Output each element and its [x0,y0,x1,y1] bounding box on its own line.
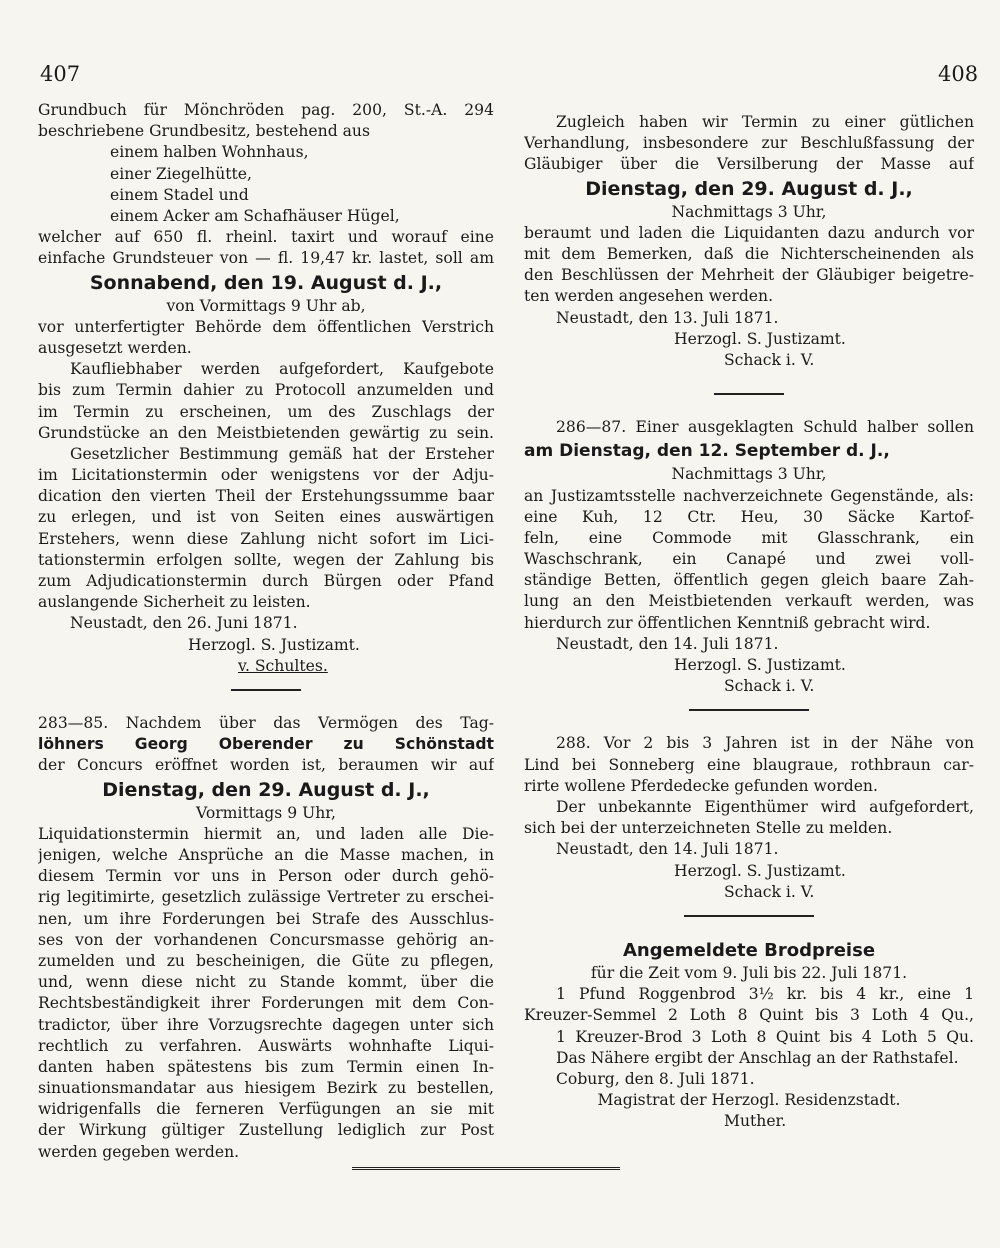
text-line: welcher auf 650 fl. rheinl. taxirt und worauf eine [38,228,494,247]
text-line: den Beschlüssen der Mehrheit der Gläubiger beigetre- [524,266,974,285]
right-column [524,112,974,1133]
settlement-date: Dienstag, den 29. August d. J., [585,177,913,200]
text-line: Kreuzer-Semmel 2 Loth 8 Quint bis 3 Loth 4 Qu., [524,1006,974,1025]
found-property-notice [524,733,974,903]
text-line: tationstermin erfolgen sollte, wegen der Zahlung bis [38,550,494,569]
text-line: tradictor, über ihre Vorzugsrechte dagegen unter sich [38,1015,494,1034]
text-line: Liquidationstermin hiermit an, und laden alle Die- [38,824,494,843]
text-line: Waschschrank, ein Canapé und zwei voll- [524,550,974,569]
text-line: dication den vierten Theil der Erstehungssumme baar [38,487,494,506]
text-line: Verhandlung, insbesondere zur Beschlußfassung der [524,134,974,153]
text-line: sinuationsmandatar aus hiesigem Bezirk zu bestellen, [38,1079,494,1098]
text-line: 1 Kreuzer-Brod 3 Loth 8 Quint bis 4 Loth 5 Qu. [556,1027,974,1046]
text-line: Gläubiger über die Versilberung der Masse auf [524,155,974,174]
text-line: Gesetzlicher Bestimmung gemäß hat der Ersteher [70,444,494,463]
property-notice [38,100,494,677]
bread-prices-period: für die Zeit vom 9. Juli bis 22. Juli 1871. [590,964,908,983]
left-page-number: 407 [40,62,81,86]
text-line: auslangende Sicherheit zu leisten. [38,593,311,612]
office-name: Herzogl. S. Justizamt. [674,656,846,675]
bread-prices-heading: Angemeldete Brodpreise [622,940,876,962]
text-line: lung an den Meistbietenden verkauft werden, was [524,592,974,611]
page-footer-rule [352,1167,620,1170]
office-name: Herzogl. S. Justizamt. [674,861,846,880]
text-line: 1 Pfund Roggenbrod 3½ kr. bis 4 kr., eine 1 [556,985,974,1004]
signature: v. Schultes. [238,656,328,675]
text-line: eine Kuh, 12 Ctr. Heu, 30 Säcke Kartof- [524,507,974,526]
text-line: vor unterfertigter Behörde dem öffentlichen Verstrich [38,317,494,336]
text-line: 288. Vor 2 bis 3 Jahren ist in der Nähe von [556,734,974,753]
signature: Schack i. V. [724,882,815,901]
place-date: Coburg, den 8. Juli 1871. [556,1070,755,1089]
text-line: einem Acker am Schafhäuser Hügel, [110,207,400,225]
liquidation-date: Dienstag, den 29. August d. J., [102,778,430,801]
sale-date: am Dienstag, den 12. September d. J., [524,441,890,462]
text-line: der Wirkung gültiger Zustellung lediglich zur Post [38,1121,494,1140]
text-line: und, wenn diese nicht zu Stande kommt, über die [38,973,494,992]
settlement-time: Nachmittags 3 Uhr, [671,202,827,221]
text-line: Der unbekannte Eigenthümer wird aufgefordert, [556,798,974,817]
text-line: zu erlegen, und ist von Seiten eines auswärtigen [38,508,494,527]
text-line: löhners Georg Oberender zu Schönstadt [38,735,494,754]
text-line: im Termin zu erscheinen, um des Zuschlags der [38,402,494,421]
text-line: einer Ziegelhütte, [110,164,252,183]
text-line: beraumt und laden die Liquidanten dazu andurch vor [524,223,974,242]
office-name: Herzogl. S. Justizamt. [188,635,360,654]
text-line: Zugleich haben wir Termin zu einer gütlichen [556,113,974,131]
place-date: Neustadt, den 13. Juli 1871. [556,308,779,327]
text-line: zumelden und zu bescheinigen, die Güte zu pflegen, [38,951,494,970]
text-line: Grundstücke an den Meistbietenden gewärtig zu sein. [38,423,494,442]
text-line: einfache Grundsteuer von — fl. 19,47 kr. lastet, soll am [38,249,494,268]
place-date: Neustadt, den 14. Juli 1871. [556,634,779,653]
text-line: jenigen, welche Ansprüche an die Masse machen, in [38,846,494,864]
text-line: rig legitimirte, gesetzlich zulässige Vertreter zu erschei- [38,888,494,907]
signature: Schack i. V. [724,350,815,369]
text-line: an Justizamtsstelle nachverzeichnete Gegenstände, als: [524,486,974,505]
text-line: hierdurch zur öffentlichen Kenntniß gebracht wird. [524,613,931,632]
text-line: ständige Betten, öffentlich gegen gleich baare Zah- [524,571,974,590]
settlement-notice [524,112,974,371]
text-line: 283—85. Nachdem über das Vermögen des Tag- [38,714,494,733]
sale-time: Nachmittags 3 Uhr, [671,465,827,484]
text-line: beschriebene Grundbesitz, bestehend aus [38,122,370,141]
signature: Muther. [724,1112,787,1131]
text-line: ses von der vorhandenen Concursmasse gehörig an- [38,930,494,949]
text-line: Das Nähere ergibt der Anschlag an der Rathstafel. [556,1048,959,1067]
seizure-sale-notice [524,417,974,697]
text-line: ausgesetzt werden. [38,338,192,357]
concurs-notice [38,713,494,1163]
text-line: Grundbuch für Mönchröden pag. 200, St.-A. 294 [38,101,494,119]
text-line: danten haben spätestens bis zum Termin einen In- [38,1057,494,1076]
text-line: 286—87. Einer ausgeklagten Schuld halber sollen [556,418,974,437]
text-line: Kaufliebhaber werden aufgefordert, Kaufgebote [70,360,494,379]
text-line: einem Stadel und [110,185,249,204]
text-line: sich bei der unterzeichneten Stelle zu melden. [524,819,893,838]
bread-prices-notice [524,939,974,1133]
text-line: rechtlich zu verfahren. Auswärts wohnhafte Liqui- [38,1036,494,1055]
text-line: Lind bei Sonneberg eine blaugraue, rothbraun car- [524,755,974,774]
place-date: Neustadt, den 26. Juni 1871. [70,614,298,633]
text-line: mit dem Bemerken, daß die Nichterscheinenden als [524,244,974,263]
text-line: der Concurs eröffnet worden ist, beraumen wir auf [38,756,494,775]
text-line: diesem Termin vor uns in Person oder durch gehö- [38,867,494,886]
office-name: Herzogl. S. Justizamt. [674,329,846,348]
signature: Schack i. V. [724,677,815,696]
left-column [38,100,494,1163]
text-line: zum Adjudicationstermin durch Bürgen oder Pfand [38,572,494,591]
text-line: nen, um ihre Forderungen bei Strafe des Ausschlus- [38,909,494,928]
text-line: rirte wollene Pferdedecke gefunden worden. [524,776,878,795]
text-line: bis zum Termin dahier zu Protocoll anzumelden und [38,381,494,400]
liquidation-time: Vormittags 9 Uhr, [196,803,336,822]
right-page-number: 408 [938,62,979,86]
text-line: Rechtsbeständigkeit ihrer Forderungen mit dem Con- [38,994,494,1013]
office-name: Magistrat der Herzogl. Residenzstadt. [597,1091,901,1110]
text-line: Erstehers, wenn diese Zahlung nicht sofort im Lici- [38,529,494,548]
text-line: werden gegeben werden. [38,1142,240,1161]
auction-time: von Vormittags 9 Uhr ab, [166,296,366,315]
auction-date: Sonnabend, den 19. August d. J., [89,271,443,294]
text-line: im Licitationstermin oder wenigstens vor der Adju- [38,466,494,485]
place-date: Neustadt, den 14. Juli 1871. [556,840,779,859]
text-line: widrigenfalls die ferneren Verfügungen an sie mit [38,1100,494,1119]
text-line: ten werden angesehen werden. [524,287,774,306]
text-line: einem halben Wohnhaus, [110,143,309,162]
text-line: feln, eine Commode mit Glasschrank, ein [524,528,974,547]
